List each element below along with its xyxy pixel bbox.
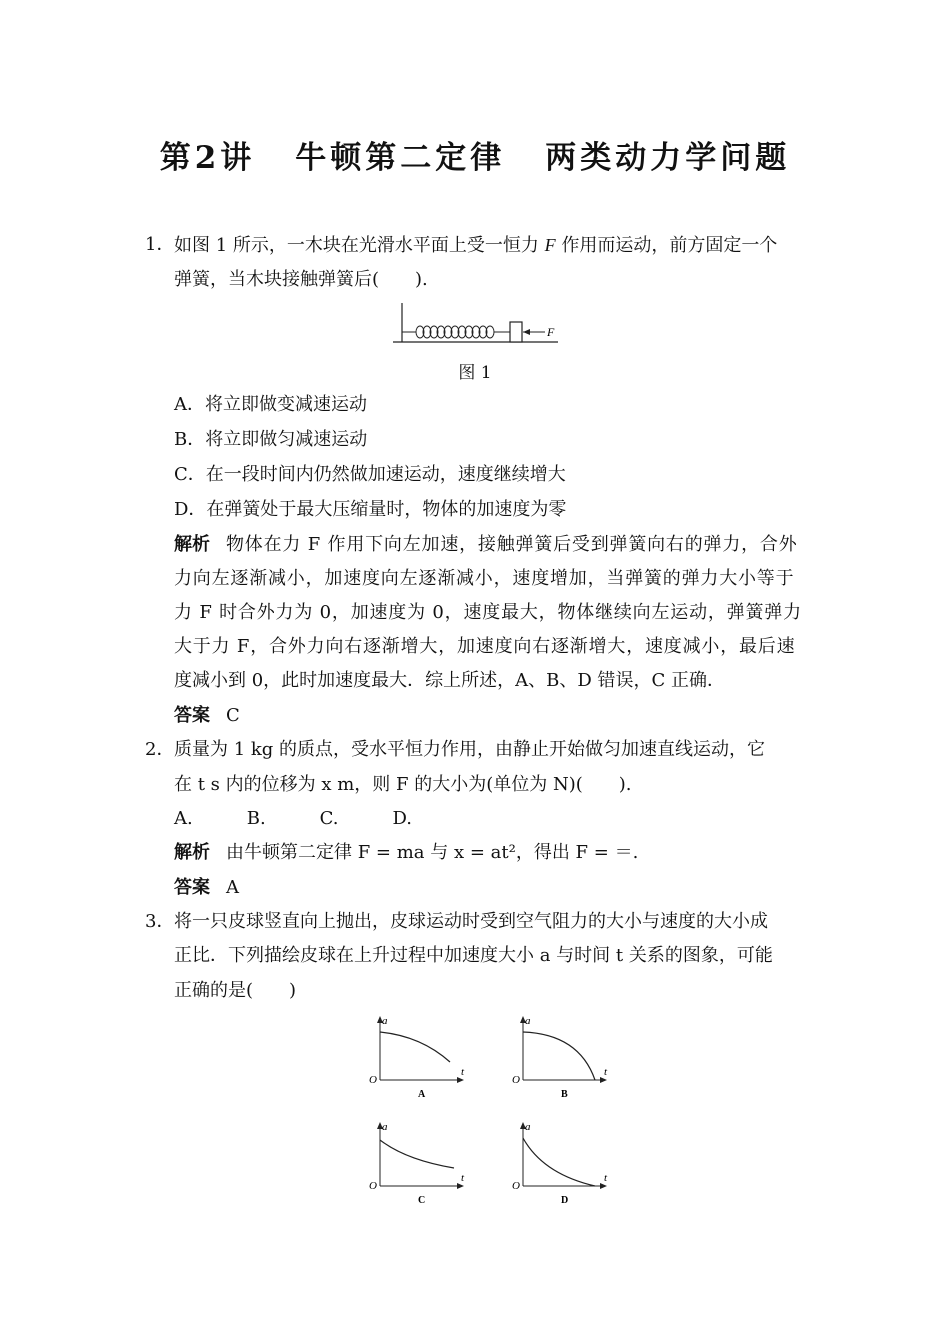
q1-answer-value: C [226, 705, 240, 726]
q3-graph-b-yaxis: a [525, 1015, 531, 1027]
q3-graph-b-origin: O [512, 1074, 520, 1086]
q2-analysis-label: 解析 [174, 842, 210, 863]
q1-analysis-label: 解析 [174, 534, 210, 555]
q3-line1: 将一只皮球竖直向上抛出，皮球运动时受到空气阻力的大小与速度的大小成 [174, 911, 768, 932]
title-subtopic: 两类动力学问题 [545, 140, 791, 176]
q2-options: A. B. C. D. [174, 808, 413, 829]
q3-graph-d-xaxis: t [604, 1172, 608, 1184]
q1-line1-text: 如图 1 所示，一木块在光滑水平面上受一恒力 [174, 235, 545, 256]
q3-graph-c [366, 1118, 476, 1208]
q1-figure-caption: 图 1 [458, 363, 492, 383]
q3-line2: 正比．下列描绘皮球在上升过程中加速度大小 a 与时间 t 关系的图象，可能 [174, 945, 773, 966]
q2-analysis [174, 840, 638, 866]
q3-graph-b-label: B [561, 1089, 568, 1100]
q3-graph-d-yaxis: a [525, 1121, 531, 1133]
title-lecture: 第2讲 [159, 140, 256, 176]
q2-number: 2． [145, 739, 175, 760]
q1-analysis-line5: 度减小到 0，此时加速度最大．综上所述，A、B、D 错误，C 正确． [174, 670, 726, 691]
q3-graph-d-label: D [561, 1195, 569, 1206]
q1-answer-label: 答案 [174, 705, 210, 726]
page-title [0, 132, 950, 177]
q3-graph-d [509, 1118, 619, 1208]
q1-option-a: A．将立即做变减速运动 [174, 394, 367, 415]
q2-answer-label: 答案 [174, 877, 210, 898]
q3-graph-c-label: C [418, 1195, 426, 1206]
q3-graph-d-origin: O [512, 1180, 520, 1192]
q3-graph-b-xaxis: t [604, 1066, 608, 1078]
q2-answer-value: A [226, 877, 239, 898]
q1-line1-force: F [544, 235, 556, 255]
q2-line1: 质量为 1 kg 的质点，受水平恒力作用，由静止开始做匀加速直线运动，它 [174, 739, 766, 760]
title-topic: 牛顿第二定律 [295, 140, 506, 176]
q3-graph-a-origin: O [369, 1074, 377, 1086]
q2-line2: 在 t s 内的位移为 x m，则 F 的大小为(单位为 N)( ). [174, 774, 632, 795]
q3-graph-c-yaxis: a [382, 1121, 388, 1133]
q1-answer [174, 703, 240, 729]
q2-answer [174, 875, 239, 901]
q3-graph-a [366, 1012, 476, 1102]
q1-line2: 弹簧，当木块接触弹簧后( ). [174, 269, 428, 290]
q1-option-c: C．在一段时间内仍然做加速运动，速度继续增大 [174, 464, 566, 485]
q1-analysis-line2: 力向左逐渐减小，加速度向左逐渐减小，速度增加，当弹簧的弹力大小等于 [174, 568, 795, 589]
q1-option-d: D．在弹簧处于最大压缩量时，物体的加速度为零 [174, 499, 567, 520]
q3-graph-c-origin: O [369, 1180, 377, 1192]
q1-analysis-text-1: 物体在力 F 作用下向左加速，接触弹簧后受到弹簧向右的弹力，合外 [226, 534, 798, 555]
q1-analysis-line3: 力 F 时合外力为 0，加速度为 0，速度最大，物体继续向左运动，弹簧弹力 [174, 602, 802, 623]
q1-number: 1． [145, 234, 175, 255]
q1-option-b: B．将立即做匀减速运动 [174, 429, 368, 450]
q3-graph-c-xaxis: t [461, 1172, 465, 1184]
q3-graph-a-xaxis: t [461, 1066, 465, 1078]
q2-analysis-text: 由牛顿第二定律 F = ma 与 x = at²，得出 F = ＝. [226, 842, 639, 863]
q1-figure-force-label: F [547, 325, 555, 339]
q3-graph-a-yaxis: a [382, 1015, 388, 1027]
q1-figure-spring-block [390, 298, 562, 348]
q3-graph-a-label: A [418, 1089, 426, 1100]
q1-analysis-line4: 大于力 F，合外力向右逐渐增大，加速度向右逐渐增大，速度减小，最后速 [174, 636, 796, 657]
q3-line3: 正确的是( ) [174, 980, 297, 1001]
q1-analysis-line1 [174, 532, 798, 558]
q3-number: 3． [145, 911, 175, 932]
q1-line1-text-end: 作用而运动，前方固定一个 [555, 235, 778, 256]
q3-graph-b [509, 1012, 619, 1102]
q1-line1 [174, 232, 777, 259]
